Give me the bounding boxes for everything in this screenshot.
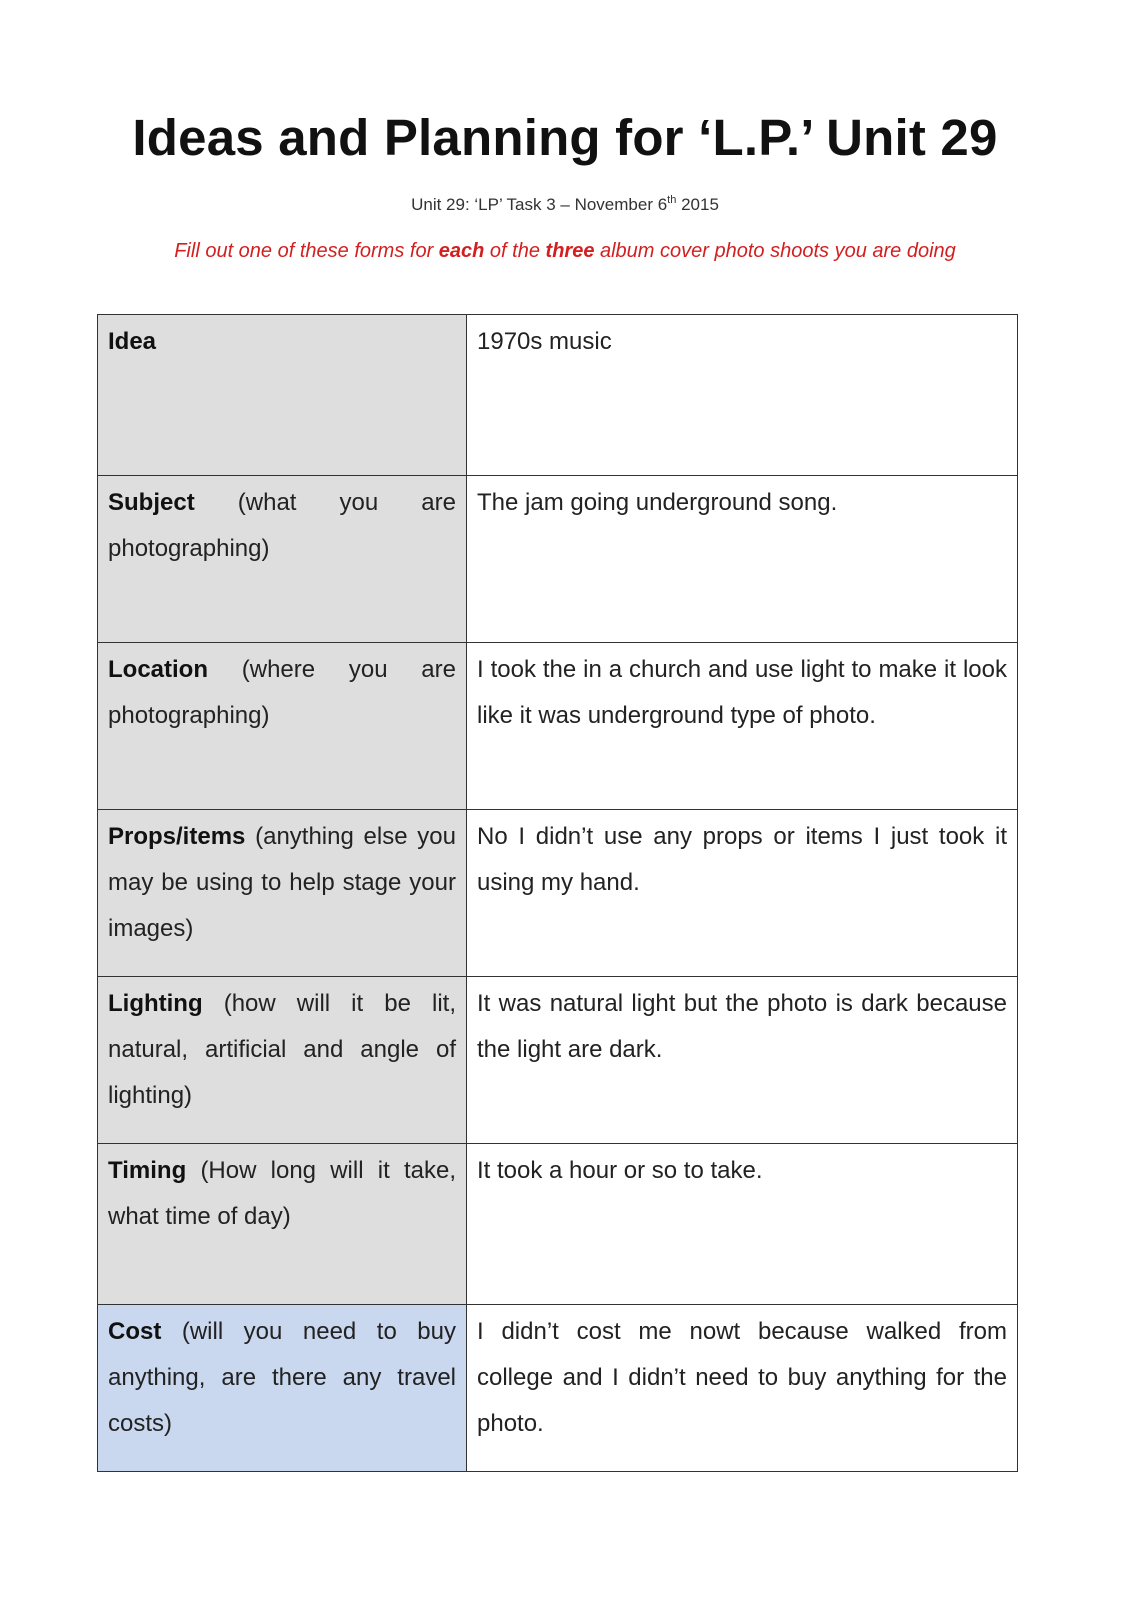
row-value-location[interactable]: I took the in a church and use light to make it look like it was underground type of photo. [467,643,1018,810]
table-row-props [98,810,1018,977]
row-label-location: Location (where you are photographing) [98,643,467,810]
table-row-location [98,643,1018,810]
row-label-cost: Cost (will you need to buy anything, are there any travel costs) [98,1305,467,1472]
subtitle-year: 2015 [676,195,719,214]
subtitle-ordinal: th [667,194,677,206]
subtitle-text: Unit 29: ‘LP’ Task 3 – November 6 [411,195,668,214]
document-subtitle [0,195,1130,215]
row-label-lighting: Lighting (how will it be lit, natural, artificial and angle of lighting) [98,977,467,1144]
table-row-cost [98,1305,1018,1472]
instruction-emphasis-each: each [438,240,485,262]
table-row-subject [98,476,1018,643]
row-value-subject[interactable]: The jam going underground song. [467,476,1018,643]
instruction-text: Fill out one of these forms for each of the three album cover photo shoots you are doing [174,240,956,262]
row-value-idea[interactable]: 1970s music [467,315,1018,476]
row-label-timing: Timing (How long will it take, what time of day) [98,1144,467,1305]
row-label-props: Props/items (anything else you may be using to help stage your images) [98,810,467,977]
row-label-idea: Idea [98,315,467,476]
row-value-cost[interactable]: I didn’t cost me nowt because walked from college and I didn’t need to buy anything for the photo. [467,1305,1018,1472]
row-value-lighting[interactable]: It was natural light but the photo is dark because the light are dark. [467,977,1018,1144]
row-value-timing[interactable]: It took a hour or so to take. [467,1144,1018,1305]
table-row-lighting [98,977,1018,1144]
planning-table [97,314,1018,1472]
table-row-timing [98,1144,1018,1305]
instruction-emphasis-three: three [545,240,595,262]
page-title: Ideas and Planning for ‘L.P.’ Unit 29 [132,109,998,166]
row-value-props[interactable]: No I didn’t use any props or items I just took it using my hand. [467,810,1018,977]
table-row-idea [98,315,1018,476]
row-label-subject: Subject (what you are photographing) [98,476,467,643]
